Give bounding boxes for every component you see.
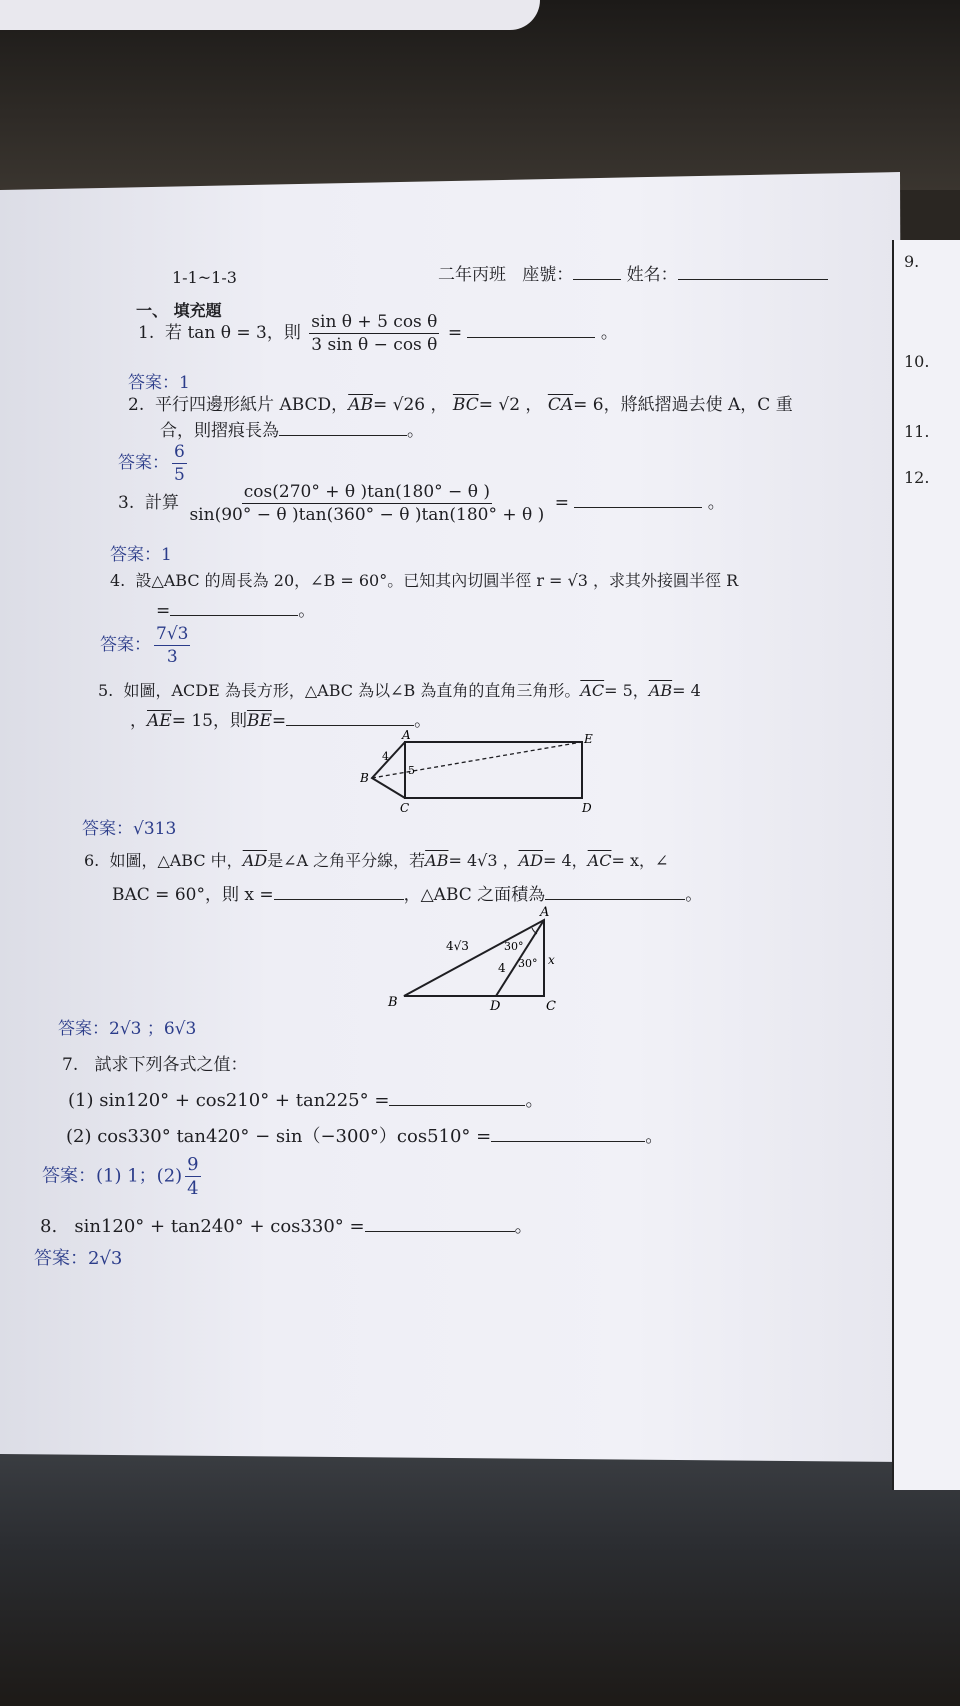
q3-answer-blank[interactable] (574, 507, 702, 508)
label-angle-2: 30° (518, 957, 538, 970)
q3-end: 。 (707, 493, 725, 513)
question-7 (62, 1050, 247, 1075)
seat-label: 座號： (522, 265, 574, 285)
q5-end: 。 (414, 711, 432, 731)
q1-equals: = (447, 323, 463, 343)
q1-number: 1. (138, 323, 155, 343)
rectangle-acde (405, 742, 582, 798)
q7-number: 7. (62, 1055, 79, 1075)
answer-label: 答案： (110, 545, 161, 565)
q2-segment-ab: $\overline{AB}$ (348, 395, 373, 415)
q6-x-blank[interactable] (274, 899, 404, 900)
q6-segment-ab: $\overline{AB}$ (425, 851, 449, 870)
question-8 (40, 1212, 533, 1238)
question-3 (118, 482, 725, 525)
q6-area-blank[interactable] (545, 899, 685, 900)
q6-text-2: BAC = 60°，則 x = (112, 885, 274, 905)
label-ac-length: 5 (408, 764, 415, 777)
q6-segment-ad-2: $\overline{AD}$ (518, 851, 543, 870)
q3-answer-value: 1 (161, 545, 172, 565)
q5-segment-be: $\overline{BE}$ (246, 711, 272, 731)
q2-text-2: 合，則摺痕長為 (160, 421, 279, 441)
q4-number: 4. (110, 571, 126, 590)
q4-answer-den: 3 (166, 647, 178, 667)
q8-expr: sin120° + tan240° + cos330° = (74, 1216, 365, 1237)
q8-answer-blank[interactable] (365, 1231, 515, 1232)
section-title: 一、 填充題 (136, 301, 222, 320)
q2-segment-bc: $\overline{BC}$ (452, 395, 479, 415)
q7-answer-num: 9 (187, 1154, 199, 1175)
q2-bc-value: = √2 ， (478, 395, 543, 415)
q5-ae-value: = 15，則 (171, 711, 247, 731)
answer-label: 答案： (42, 1165, 96, 1187)
q6-segment-ad: $\overline{AD}$ (242, 851, 268, 870)
answer-label: 答案： (128, 373, 179, 393)
q5-segment-ae: $\overline{AE}$ (147, 711, 172, 731)
q2-ca-value: = 6，將紙摺過去使 A，C 重 (573, 395, 793, 415)
q6-text: 如圖，△ABC 中， (109, 851, 243, 870)
q4-answer-blank[interactable] (170, 615, 298, 616)
label-x: x (548, 953, 555, 967)
q2-answer-den: 5 (174, 465, 185, 485)
q2-ab-value: = √26 ， (372, 395, 448, 415)
q8-number: 8. (40, 1216, 58, 1237)
q5-segment-ac: $\overline{AC}$ (580, 681, 605, 700)
seat-field[interactable] (573, 279, 621, 280)
label-b: B (360, 771, 369, 785)
question-5 (98, 678, 701, 701)
q8-answer (34, 1244, 122, 1270)
q6-figure (386, 902, 586, 1012)
question-7-part-2 (66, 1122, 663, 1148)
label-e: E (584, 732, 593, 746)
q2-answer-fraction (172, 442, 187, 485)
q3-denominator: sin(90° − θ )tan(360° − θ )tan(180° + θ ) (189, 505, 545, 525)
q5-comma: ， (130, 711, 147, 731)
q2-end: 。 (407, 421, 424, 441)
q2-text: 平行四邊形紙片 ABCD， (155, 395, 349, 415)
q8-end: 。 (514, 1216, 533, 1237)
label-a: A (402, 728, 411, 742)
q3-fraction (187, 482, 546, 525)
q6-segment-ac: $\overline{AC}$ (587, 851, 612, 870)
q5-figure (360, 728, 600, 814)
q6-number: 6. (84, 851, 100, 870)
q7-part2-expr: (2) cos330° tan420° − sin（−300°）cos510° = (66, 1126, 492, 1147)
label-ad-length: 4 (498, 961, 506, 975)
adjacent-page (892, 240, 960, 1490)
question-1 (138, 312, 618, 355)
q1-answer-blank[interactable] (467, 337, 595, 338)
q7-answer-value: (1) 1；(2) (96, 1165, 183, 1187)
header-fields (438, 260, 828, 285)
answer-label: 答案： (100, 635, 151, 655)
label-a: A (540, 905, 550, 920)
q1-fraction (309, 312, 439, 355)
q6-text-mid: 是∠A 之角平分線，若 (267, 851, 426, 870)
desk-background-bottom (0, 1440, 960, 1706)
q7-part2-blank[interactable] (491, 1141, 645, 1142)
q4-answer-num: 7√3 (156, 624, 189, 644)
question-number-12: 12. (904, 468, 930, 487)
label-angle-1: 30° (504, 940, 524, 953)
q1-end: 。 (600, 323, 618, 343)
q7-answer-den: 4 (187, 1178, 199, 1199)
q4-answer-fraction (154, 624, 190, 667)
q5-be-value: = (271, 711, 287, 731)
name-field[interactable] (678, 279, 828, 280)
q2-answer-blank[interactable] (279, 435, 407, 436)
q1-numerator: sin θ + 5 cos θ (311, 312, 438, 332)
question-number-10: 10. (904, 352, 930, 371)
q7-answer-fraction (185, 1154, 200, 1199)
question-2 (128, 390, 793, 415)
q1-denominator: 3 sin θ − cos θ (311, 335, 438, 355)
q3-numerator: cos(270° + θ )tan(180° − θ ) (243, 482, 490, 502)
question-number-11: 11. (904, 422, 930, 441)
q5-answer (82, 814, 176, 839)
q3-equals: = (554, 493, 569, 513)
q7-end: 。 (525, 1090, 544, 1111)
q6-ac-value: = x，∠ (611, 851, 669, 870)
q4-equals: = (156, 601, 171, 621)
q3-prefix: 計算 (145, 493, 180, 513)
answer-label: 答案： (34, 1248, 88, 1269)
q2-answer (118, 442, 190, 485)
answer-label: 答案： (118, 453, 169, 473)
q2-answer-num: 6 (174, 442, 185, 462)
label-d: D (490, 999, 501, 1012)
q6-answer (58, 1014, 196, 1039)
answer-label: 答案： (82, 819, 133, 839)
name-label: 姓名： (626, 265, 678, 285)
q2-segment-ca: $\overline{CA}$ (547, 395, 574, 415)
label-ab-length: 4 (382, 750, 389, 763)
question-number-9: 9. (904, 252, 920, 271)
answer-label: 答案： (58, 1019, 109, 1039)
q5-answer-value: √313 (133, 819, 177, 839)
paper-scrap (0, 0, 540, 30)
question-4-line2 (156, 596, 315, 621)
q4-end: 。 (298, 601, 316, 621)
question-4 (110, 568, 738, 591)
q5-ab-value: = 4 (672, 681, 701, 700)
question-2-line2 (160, 416, 424, 441)
question-6 (84, 848, 668, 871)
q7-part1-blank[interactable] (389, 1105, 525, 1106)
q5-number: 5. (98, 681, 114, 700)
label-c: C (400, 801, 410, 814)
class-label: 二年丙班 (438, 265, 506, 285)
q3-number: 3. (118, 493, 135, 513)
q2-number: 2. (128, 395, 145, 415)
q1-answer-value: 1 (179, 373, 190, 393)
q5-answer-blank[interactable] (286, 725, 414, 726)
segment-be (372, 742, 582, 778)
label-b: B (388, 995, 398, 1010)
q5-ac-value: = 5， (604, 681, 649, 700)
label-d: D (582, 801, 592, 814)
label-c: C (546, 999, 556, 1012)
q3-answer (110, 540, 172, 565)
q6-ab-value: = 4√3 ， (448, 851, 519, 870)
question-7-part-1 (68, 1086, 543, 1112)
q7-part1-expr: (1) sin120° + cos210° + tan225° = (68, 1090, 390, 1111)
q6-text-3: ，△ABC 之面積為 (403, 885, 546, 905)
q1-prefix: 若 tan θ = 3，則 (165, 323, 301, 343)
label-ab-length: 4√3 (446, 939, 469, 953)
q4-text: 設△ABC 的周長為 20，∠B = 60°。已知其內切圓半徑 r = √3 ，求其外接圓半徑 R (135, 571, 739, 590)
q7-title: 試求下列各式之值： (94, 1055, 248, 1075)
q6-ad-value: = 4， (542, 851, 588, 870)
q6-answer-value: 2√3 ；6√3 (109, 1019, 197, 1039)
q5-text: 如圖，ACDE 為長方形，△ABC 為以∠B 為直角的直角三角形。 (123, 681, 581, 700)
q6-end: 。 (685, 885, 703, 905)
q7-answer (42, 1154, 204, 1199)
section-code: 1-1~1-3 (172, 268, 237, 287)
q5-segment-ab: $\overline{AB}$ (648, 681, 673, 700)
q8-answer-value: 2√3 (88, 1248, 123, 1269)
q7-end: 。 (645, 1126, 664, 1147)
q4-answer (100, 624, 193, 667)
